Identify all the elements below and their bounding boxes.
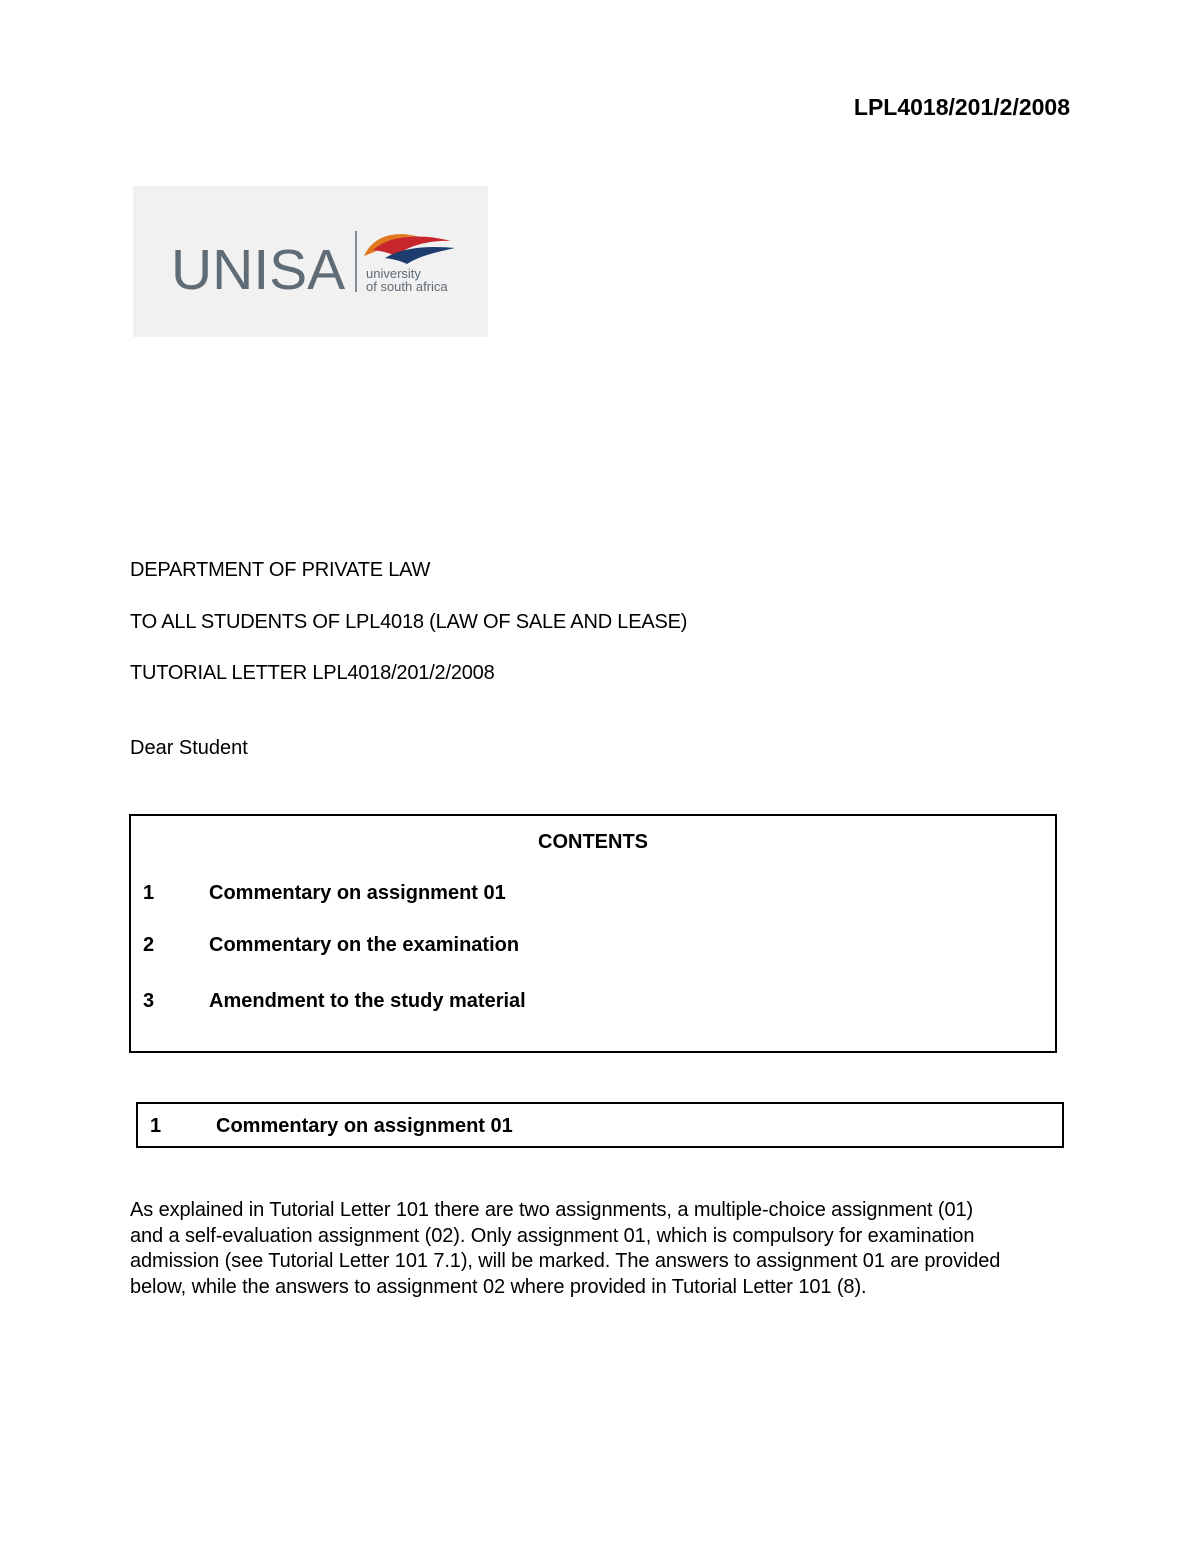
section-title: Commentary on assignment 01: [216, 1115, 513, 1137]
greeting: Dear Student: [130, 737, 248, 759]
contents-item: [143, 882, 506, 905]
logo-wordmark: UNISA: [171, 238, 346, 302]
contents-item-number: 2: [143, 934, 155, 956]
tutorial-letter-heading: TUTORIAL LETTER LPL4018/201/2/2008: [130, 662, 495, 684]
document-reference: LPL4018/201/2/2008: [853, 94, 1070, 120]
paragraph-line: As explained in Tutorial Letter 101 there are two assignments, a multiple-choice assignment (01): [130, 1199, 974, 1221]
contents-item-number: 1: [143, 882, 155, 904]
section-heading-box: [136, 1102, 1064, 1148]
contents-item-label: Amendment to the study material: [209, 990, 526, 1012]
logo-tagline-line1: university: [366, 266, 421, 281]
contents-item-label: Commentary on assignment 01: [209, 882, 506, 904]
contents-item-label: Commentary on the examination: [209, 934, 520, 956]
paragraph-line: below, while the answers to assignment 02 where provided in Tutorial Letter 101 (8).: [130, 1275, 867, 1298]
paragraph-line: and a self-evaluation assignment (02). Only assignment 01, which is compulsory for examination: [130, 1224, 975, 1247]
section-number: 1: [150, 1115, 162, 1137]
section-paragraph: [130, 1198, 1075, 1300]
contents-item-number: 3: [143, 990, 155, 1012]
contents-item: [143, 990, 526, 1013]
contents-title: CONTENTS: [538, 831, 648, 853]
audience-heading: TO ALL STUDENTS OF LPL4018 (LAW OF SALE AND LEASE): [130, 611, 688, 633]
department-heading: DEPARTMENT OF PRIVATE LAW: [130, 559, 431, 581]
contents-item: [143, 934, 519, 957]
logo-tagline-line2: of south africa: [366, 279, 448, 294]
contents-box: [129, 814, 1057, 1053]
paragraph-line: admission (see Tutorial Letter 101 7.1), will be marked. The answers to assignment 01 are provided: [130, 1250, 1001, 1272]
unisa-logo: [133, 186, 488, 337]
